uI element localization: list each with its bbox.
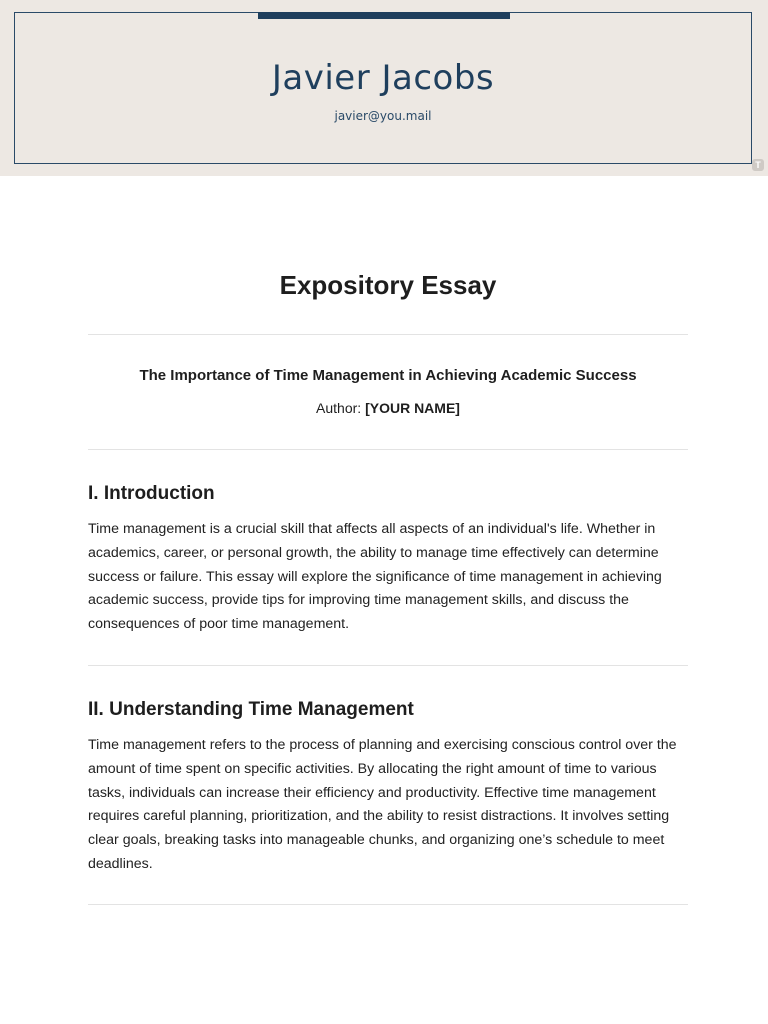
section-heading-introduction: I. Introduction [88,483,215,504]
divider-after-author [88,449,688,450]
header-accent-bar [258,12,510,19]
author-label: Author: [316,400,362,416]
section-body-introduction: Time management is a crucial skill that affects all aspects of an individual's life. Whether in academics, career, or personal growth, the ability to manage time effectively can determine success or failure. This essay will explore the significance of time management in achieving academic success, provide tips for improving time management skills, and discuss the consequences of poor time management. [88,521,662,633]
document-subtitle: The Importance of Time Management in Achieving Academic Success [139,367,637,384]
author-line [88,400,688,416]
section-heading-understanding: II. Understanding Time Management [88,699,414,720]
header-email: javier@you.mail [334,109,432,123]
author-value: [YOUR NAME] [365,400,460,416]
header-name: Javier Jacobs [271,58,495,98]
template-badge-icon[interactable]: T [752,159,764,171]
divider-after-introduction [88,665,688,666]
divider-top [88,334,688,335]
divider-after-understanding [88,904,688,905]
document-title: Expository Essay [279,270,497,300]
header-band [0,0,768,176]
section-body-understanding: Time management refers to the process of planning and exercising conscious control over the amount of time spent on specific activities. By allocating the right amount of time to various tasks, individuals can increase their efficiency and productivity. Effective time management requires careful planning, prioritization, and the ability to resist distractions. It involves setting clear goals, breaking tasks into manageable chunks, and organizing one’s schedule to meet deadlines. [88,737,677,872]
